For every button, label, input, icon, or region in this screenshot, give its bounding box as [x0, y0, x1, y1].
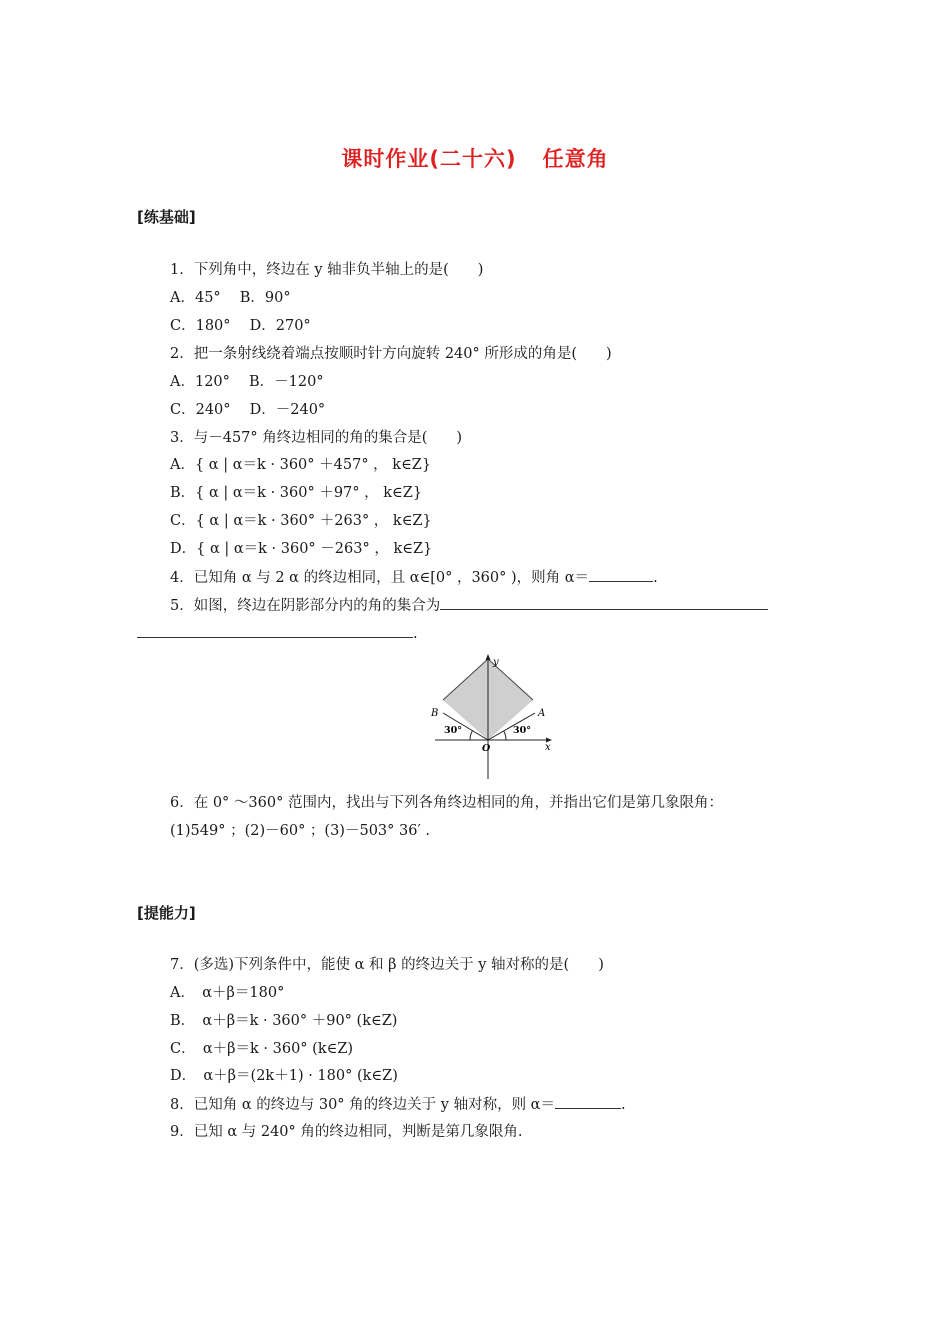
- question-7-option-d: D． α＋β＝(2k＋1) · 180° (k∈Z): [170, 1068, 398, 1084]
- label-x: x: [545, 742, 551, 753]
- question-7-option-a: A． α＋β＝180°: [170, 985, 285, 1001]
- question-7-option-c: C． α＋β＝k · 360° (k∈Z): [170, 1041, 354, 1057]
- question-4-stem: 4．已知角 α 与 2 α 的终边相同，且 α∈[0° ，360° )，则角 α＝: [170, 570, 590, 586]
- question-3: 3．与－457° 角终边相同的角的集合是( ): [170, 430, 463, 446]
- question-6: 6．在 0° ～360° 范围内，找出与下列各角终边相同的角，并指出它们是第几象限角：: [170, 795, 723, 811]
- section-heading-advanced: [提能力]: [137, 904, 196, 922]
- question-2: 2．把一条射线绕着端点按顺时针方向旋转 240° 所形成的角是( ): [170, 346, 612, 362]
- question-2-options-ab: A．120° B．－120°: [170, 374, 324, 390]
- label-a: A: [538, 708, 546, 719]
- question-5-end: .: [413, 626, 418, 642]
- question-2-options-cd: C．240° D．－240°: [170, 402, 326, 418]
- question-8: [170, 1094, 626, 1115]
- angle-arc-left: [470, 731, 472, 740]
- question-3-option-d: D．{ α | α＝k · 360° －263° ， k∈Z}: [170, 541, 433, 557]
- answer-blank: [440, 595, 768, 610]
- question-7: 7．(多选)下列条件中，能使 α 和 β 的终边关于 y 轴对称的是( ): [170, 957, 604, 973]
- answer-blank: [555, 1094, 621, 1109]
- y-axis-arrow: [486, 654, 491, 660]
- angle-label-right: 30°: [513, 725, 531, 736]
- question-5-stem: 5．如图，终边在阴影部分内的角的集合为: [170, 598, 441, 614]
- answer-blank: [137, 623, 413, 638]
- angle-arc-right: [504, 731, 506, 740]
- question-4: [170, 567, 658, 588]
- label-o: O: [482, 743, 491, 754]
- question-8-stem: 8．已知角 α 的终边与 30° 角的终边关于 y 轴对称，则 α＝: [170, 1097, 555, 1113]
- question-6-parts: (1)549° ；(2)－60° ；(3)－503° 36′ .: [170, 823, 430, 839]
- question-3-option-a: A．{ α | α＝k · 360° ＋457° ， k∈Z}: [170, 457, 432, 473]
- question-1-options-cd: C．180° D．270°: [170, 318, 311, 334]
- question-5: [170, 595, 768, 616]
- answer-blank: [589, 567, 653, 582]
- question-3-option-b: B．{ α | α＝k · 360° ＋97° ， k∈Z}: [170, 485, 423, 501]
- question-1: 1．下列角中，终边在 y 轴非负半轴上的是( ): [170, 262, 484, 278]
- angle-figure: [425, 653, 560, 783]
- question-9: 9．已知 α 与 240° 角的终边相同，判断是第几象限角.: [170, 1124, 523, 1140]
- question-4-end: .: [653, 570, 658, 586]
- question-7-option-b: B． α＋β＝k · 360° ＋90° (k∈Z): [170, 1013, 398, 1029]
- page-title: [0, 143, 950, 173]
- title-main: 课时作业(二十六): [341, 147, 517, 171]
- title-sub: 任意角: [542, 147, 609, 171]
- label-b: B: [431, 708, 439, 719]
- label-y: y: [493, 657, 499, 668]
- question-5-continued: [137, 623, 418, 644]
- question-8-end: .: [620, 1097, 626, 1113]
- angle-label-left: 30°: [444, 725, 462, 736]
- question-3-option-c: C．{ α | α＝k · 360° ＋263° ， k∈Z}: [170, 513, 432, 529]
- section-heading-basic: [练基础]: [137, 208, 196, 226]
- question-1-options-ab: A．45° B．90°: [170, 290, 291, 306]
